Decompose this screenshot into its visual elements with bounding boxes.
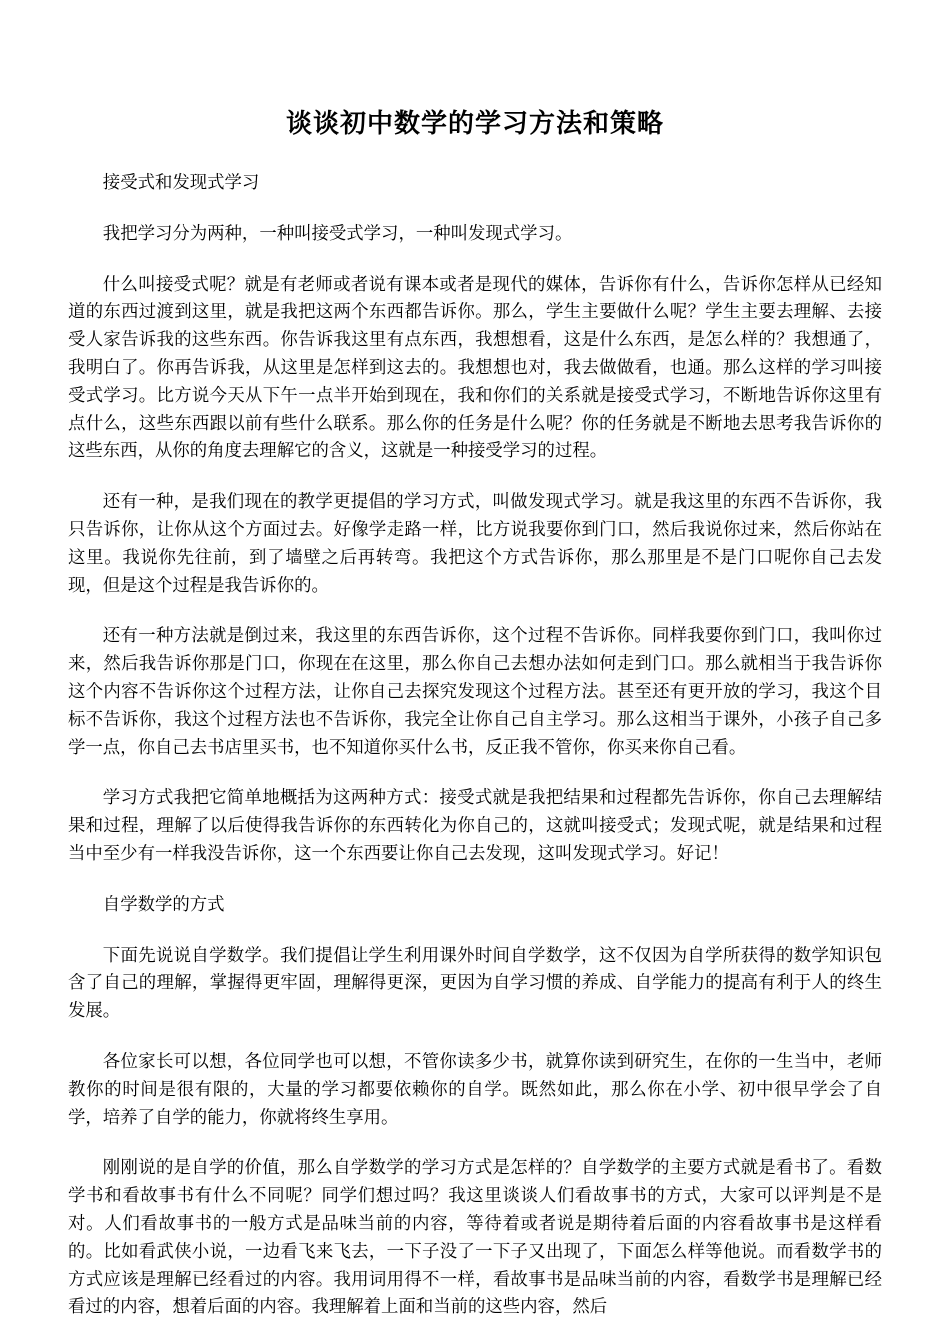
paragraph-reading-math-books: 刚刚说的是自学的价值，那么自学数学的学习方式是怎样的？自学数学的主要方式就是看书了。看数学书和看故事书有什么不同呢？同学们想过吗？我这里谈谈人们看故事书的方式，大家可以评判是不是对。人们看故事书的一般方式是品味当前的内容，等待着或者说是期待着后面的内容看故事书是这样看的。比如看武侠小说，一边看飞来飞去，一下子没了一下子又出现了，下面怎么样等他说。而看数学书的方式应该是理解已经看过的内容。我用词用得不一样，看故事书是品味当前的内容，看数学书是理解已经看过的内容，想着后面的内容。我理解着上面和当前的这些内容，然后 [68, 1158, 882, 1318]
paragraph-self-study-intro: 下面先说说自学数学。我们提倡让学生利用课外时间自学数学，这不仅因为自学所获得的数学知识包含了自己的理解，掌握得更牢固，理解得更深，更因为自学习惯的养成、自学能力的提高有利于人的终生发展。 [68, 945, 882, 1022]
document-title: 谈谈初中数学的学习方法和策略 [285, 109, 664, 139]
paragraph-receptive-learning: 什么叫接受式呢？就是有老师或者说有课本或者是现代的媒体，告诉你有什么，告诉你怎样从已经知道的东西过渡到这里，就是我把这两个东西都告诉你。那么，学生主要做什么呢？学生主要去理解、去接受人家告诉我的这些东西。你告诉我这里有点东西，我想想看，这是什么东西，是怎么样的？我想通了，我明白了。你再告诉我，从这里是怎样到这去的。我想想也对，我去做做看，也通。那么这样的学习叫接受式学习。比方说今天从下午一点半开始到现在，我和你们的关系就是接受式学习，不断地告诉你这里有点什么，这些东西跟以前有些什么联系。那么你的任务是什么呢？你的任务就是不断地去思考我告诉你的这些东西，从你的角度去理解它的含义，这就是一种接受学习的过程。 [68, 274, 882, 462]
paragraph-two-types: 我把学习分为两种，一种叫接受式学习，一种叫发现式学习。 [102, 223, 573, 244]
section-heading-self-study: 自学数学的方式 [102, 894, 225, 915]
paragraph-summary: 学习方式我把它简单地概括为这两种方式：接受式就是我把结果和过程都先告诉你，你自己去理解结果和过程，理解了以后使得我告诉你的东西转化为你自己的，这就叫接受式；发现式呢，就是结果和过程当中至少有一样我没告诉你，这一个东西要让你自己去发现，这叫发现式学习。好记！ [68, 788, 882, 864]
paragraph-reverse-method: 还有一种方法就是倒过来，我这里的东西告诉你，这个过程不告诉你。同样我要你到门口，我叫你过来，然后我告诉你那是门口，你现在在这里，那么你自己去想办法如何走到门口。那么就相当于我告诉你这个内容不告诉你这个过程方法，让你自己去探究发现这个过程方法。甚至还有更开放的学习，我这个目标不告诉你，我这个过程方法也不告诉你，我完全让你自己自主学习。那么这相当于课外，小孩子自己多学一点，你自己去书店里买书，也不知道你买什么书，反正我不管你，你买来你自己看。 [68, 626, 882, 758]
document-page [68, 0, 882, 1322]
paragraph-discovery-learning: 还有一种，是我们现在的教学更提倡的学习方式，叫做发现式学习。就是我这里的东西不告诉你，我只告诉你，让你从这个方面过去。好像学走路一样，比方说我要你到门口，然后我说你过来，然后你站在这里。我说你先往前，到了墙壁之后再转弯。我把这个方式告诉你，那么那里是不是门口呢你自己去发现，但是这个过程是我告诉你的。 [68, 492, 882, 596]
paragraph-lifelong-learning: 各位家长可以想，各位同学也可以想，不管你读多少书，就算你读到研究生，在你的一生当中，老师教你的时间是很有限的，大量的学习都要依赖你的自学。既然如此，那么你在小学、初中很早学会了自学，培养了自学的能力，你就将终生享用。 [68, 1051, 882, 1128]
section-heading-receptive-discovery: 接受式和发现式学习 [102, 173, 260, 193]
